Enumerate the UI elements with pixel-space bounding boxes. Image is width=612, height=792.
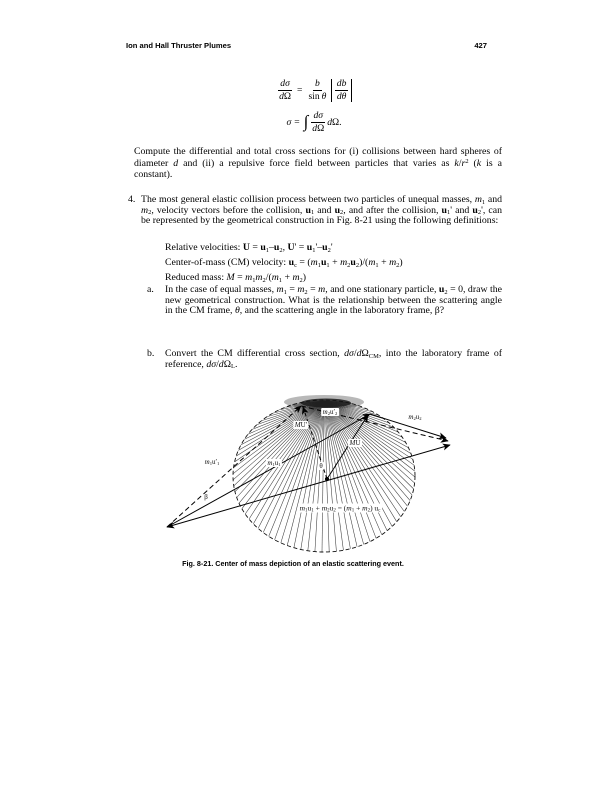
label-momentum-sum: $m_1u_1 + m_2u_2 = (m_1 + m_2)$ $u_c$ <box>299 503 381 514</box>
eq1-abs-numerator: db <box>335 79 349 91</box>
eq1-abs-fraction <box>335 79 349 102</box>
problem-4-intro: The most general elastic collision process between two particles of unequal masses, $m_1$ and $m_2$, velocity vectors before the collision, $u_1$ and $u_2$, and after the collision, $u_1'$ and $u_2'$, can be represented by the geometrical construction in Fig. 8-21 using the following definitions: <box>141 194 503 226</box>
eq2-sigma: σ <box>286 117 292 129</box>
scattering-circle <box>233 400 415 552</box>
eq1-rhs-fraction <box>306 79 328 102</box>
problem-4b-text: Convert the CM differential cross section, $d\sigma/d\Omega_{CM}$, into the laboratory frame of reference, $d\sigma/d\Omega_L$. <box>165 348 502 371</box>
eq1-rhs-numerator: b <box>313 79 322 91</box>
eq1-absolute-value <box>331 79 352 102</box>
eq1-lhs-numerator: dσ <box>278 79 292 91</box>
definition-reduced-mass: Reduced mass: $M = m_1m_2/(m_1 + m_2)$ <box>165 272 307 284</box>
problem-4-number: 4. <box>128 194 136 205</box>
figure-caption: Fig. 8-21. Center of mass depiction of an elastic scattering event. <box>182 559 404 568</box>
eq1-abs-denominator: dθ <box>336 90 347 102</box>
label-m2u2-prime: $m_2u'_2$ <box>322 408 338 417</box>
label-m2u2: $m_2u_2$ <box>408 413 422 422</box>
problem-3-paragraph: Compute the differential and total cross sections for (i) collisions between hard spheres of diameter d and (ii) a repulsive force field between particles that varies as $k/r^2$ (k is a constant). <box>134 146 502 180</box>
problem-4b <box>147 349 502 370</box>
label-theta: θ <box>319 462 323 470</box>
running-head-title: Ion and Hall Thruster Plumes <box>126 41 232 50</box>
definitions-list <box>165 240 495 285</box>
hatch-fan <box>233 401 415 552</box>
equation-total-cross-section: σ = ∫ $\frac{d\sigma}{d\Omega}$ dΩ. <box>286 110 342 134</box>
eq1-equals-sign: = <box>297 85 303 97</box>
center-of-mass-point <box>325 477 329 481</box>
label-MU: MU <box>349 439 361 447</box>
problem-4a-text: In the case of equal masses, $m_1 = m_2 = m$, and one stationary particle, $u_2 = 0$, draw the new geometrical construction. What is the relationship between the scattering angle in the CM frame, θ, and the scattering angle in the laboratory frame, β? <box>165 284 502 316</box>
label-m1u1: $m_1u_1$ <box>267 459 281 468</box>
eq1-lhs-denominator: dΩ <box>279 90 292 102</box>
problem-4a-marker: a. <box>147 284 154 295</box>
problem-4a <box>147 285 502 317</box>
eq2-equals-sign: = <box>294 117 300 129</box>
eq1-rhs-denominator: sin θ <box>308 90 327 102</box>
label-beta: β <box>204 493 208 501</box>
eq2-numerator: dσ <box>311 111 325 123</box>
definition-relative-velocities: Relative velocities: $U = u_1-u_2$, $U' = u_1'-u_2'$ <box>165 242 333 254</box>
problem-4b-marker: b. <box>147 348 155 359</box>
eq2-denominator: dΩ <box>312 122 325 134</box>
page-number: 427 <box>474 41 487 50</box>
eq2-fraction <box>310 111 326 134</box>
equation-differential-cross-section <box>126 79 512 102</box>
problem-4 <box>128 195 502 227</box>
apex-dark-shading <box>301 399 351 408</box>
eq2-differential: dΩ. <box>327 117 342 129</box>
label-m1u1-prime: $m_1u'_1$ <box>204 458 220 467</box>
definition-cm-velocity: Center-of-mass (CM) velocity: $u_c = (m_1u_1 + m_2u_2)/(m_1 + m_2)$ <box>165 257 403 269</box>
page-header <box>126 41 487 50</box>
eq1-lhs-fraction <box>277 79 293 102</box>
label-MU-prime: MU′ <box>294 421 308 429</box>
